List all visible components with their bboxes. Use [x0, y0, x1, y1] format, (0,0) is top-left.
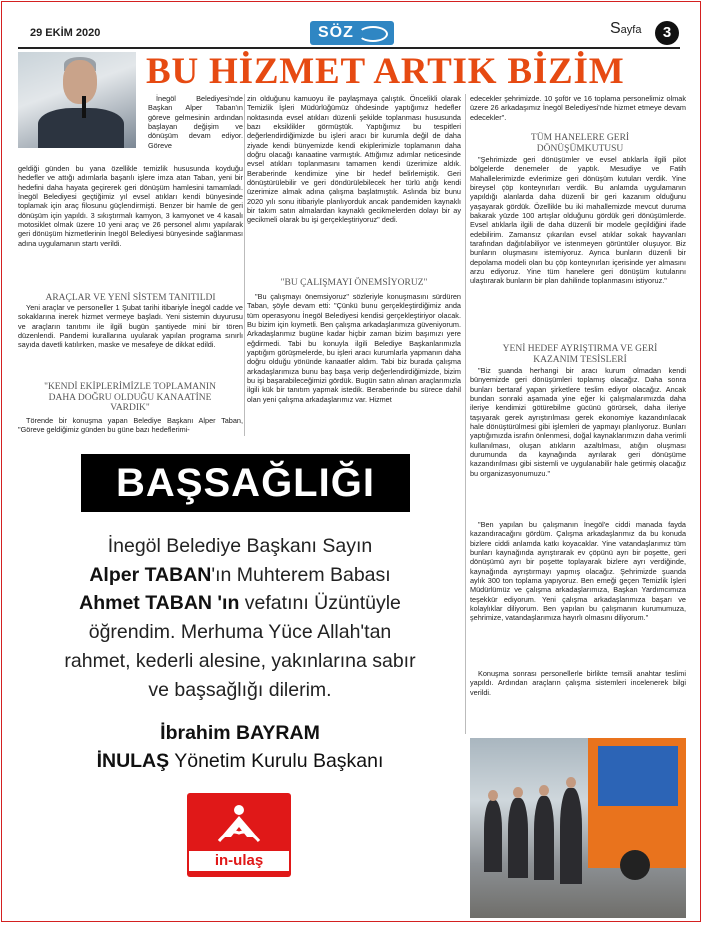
logo-text: SÖZ	[318, 24, 354, 41]
event-photo-person	[508, 798, 528, 878]
page-label-s: S	[610, 20, 621, 37]
article-col3-para5	[470, 669, 686, 709]
headline: BU HİZMET ARTIK BİZİM	[146, 51, 625, 92]
page-number: 3	[655, 21, 679, 45]
article-col1-para1-text: geldiği günden bu yana özellikle temizlik hususunda koyduğu hedefler ve attığı adımlarla başarılı işlere imza atan Taban, yeni bir hedefini daha hayata geçirerek geri dönüşüm hamlesini tamamladı. İnegöl Belediyesi geçtiğimiz yıl evsel atıkları kendi bünyesinde toplamak için araç filosunu güçlendirmişti. Benzer bir hamle de geri dönüşüm için yapıldı. 3 sıkıştırmalı kamyon, 3 kamyonet ve 4 kasalı motosiklet olmak üzere 10 yeni araç ve 26 personel alımı yapılarak geri dönüşüm hizmetlerinin İnegöl Belediyesi bünyesinde sağlanması adına uygulamanın startı verildi.	[18, 164, 243, 248]
article-col3-para3	[470, 366, 686, 516]
event-photo-person-head	[566, 777, 576, 788]
article-col3-para1	[470, 94, 686, 124]
ad-line-2-bold: Alper TABAN	[89, 563, 212, 586]
article-col1-para3	[18, 416, 243, 438]
mayor-photo-face	[63, 60, 97, 104]
ad-line-5: rahmet, kederli alesine, yakınlarına sabır	[64, 649, 416, 672]
article-col3-para4-text: "Ben yapılan bu çalışmanın İnegöl'e ciddi manada fayda kazandıracağını gördüm. Çalışma arkadaşlarımız da bu konuda bizlere ciddi anlamda katkı koyacaklar. Yine vatandaşlarımız tüm bunları kaynağında ayrıştırarak ev çöpünü ayrı bir poşette, geri dönüşümü ayrı bir poşette toplayarak bizlere ayrı verdiğinde, kaynağında ayrıştırmayı yapmış olacağız. Şehrimizde şuanda aylık 300 ton toplama yapıyoruz. Ben emeği geçen Temizlik İşleri Müdürlümüz ve çalışma arkadaşlarımıza, Başkan Yardımcımıza teşekkür ediyorum. Yeni çalışma arkadaşlarımıza başarı ve kolaylıklar diliyorum. Ben yapılan bu çalışmanın kurumumuza, şehrimize, vatandaşlarımıza hayırlı olmasını diliyorum."	[470, 520, 686, 623]
article-intro-text: İnegöl Belediyesi'nde Başkan Alper Taban'ın göreve gelmesinin ardından başlayan değişim ve dönüşüm devam ediyor. Göreve	[148, 94, 243, 150]
event-photo-person	[560, 788, 582, 884]
article-col1-para3-text: Törende bir konuşma yapan Belediye Başkanı Alper Taban, "Göreve geldiğimiz günden bu güne bazı hedeflerimi-	[18, 416, 243, 435]
newspaper-logo[interactable]	[310, 21, 394, 45]
article-col2-para2	[247, 292, 461, 438]
article-col3-para5-text: Konuşma sonrası personellerle birlikte temsili anahtar teslimi yapıldı. Ardından araçların çalışma sistemleri incelenerek bilgi verildi.	[470, 669, 686, 697]
ad-line-6: ve başsağlığı dilerim.	[148, 678, 332, 701]
ad-line-3	[30, 589, 450, 618]
article-col3-para4	[470, 520, 686, 664]
microphone-icon	[82, 96, 86, 118]
event-photo-truck-panel	[598, 746, 678, 806]
article-col3-para2	[470, 155, 686, 342]
article-col2-para1	[247, 94, 461, 272]
subheading-yeni-hedef: YENİ HEDEF AYRIŞTIRMA VE GERİ KAZANIM TESİSLERİ	[502, 344, 658, 365]
event-photo-person-head	[539, 785, 549, 796]
event-photo-person-head	[513, 787, 523, 798]
article-col3-para2-text: "Şehrimizde geri dönüşümler ve evsel atıklarla ilgili pilot bölgelerde denemeler de yaptık. Mesudiye ve Fatih Mahallelerimizde evlerimize geri dönüşüm kutuları verdik. Yine bireysel çöp konteynırları verdik. Bu anlamda uygulamanın yapıldığı alanlarda daha düzenli bir geri kazanım olduğunu yaşayarak gördük. Özellikle bu iki mahallemizde mevcut duruma bakarak yüzde 100 artışlar olduğunu gördük geri dönüşümlerde. Evsel atıklarla ilgili de daha düzenli bir modele geçildiğini ifade edebilirim. Zamansız çıkarılan evsel atıklar sokak hayvanları tarafından dağıtılabiliyor ve istenmeyen görüntüler oluşuyor. Biz bunların oluşmasını istemiyoruz. Ayrıca bunların düzenli bir depolama modeli olan bu çöp konteynırları içerisinde yer almasını arzu ediyoruz. Yine tüm hanelere geri dönüşüm kutularını ulaştırarak bunların bir plan dahilinde toplanmasını istiyoruz."	[470, 155, 686, 286]
ad-title: BAŞSAĞLIĞI	[81, 454, 410, 512]
wave-icon	[358, 26, 388, 42]
inulas-logo	[187, 793, 291, 877]
article-intro	[148, 94, 243, 164]
subheading-kendi-ekiplerimizle: "KENDİ EKİPLERİMİZLE TOPLAMANIN DAHA DOĞRU OLDUĞU KANAATİNE VARDIK"	[44, 382, 216, 413]
subheading-onemsiyoruz: "BU ÇALIŞMAYI ÖNEMSİYORUZ"	[280, 278, 428, 288]
ad-line-2-rest: 'ın Muhterem Babası	[211, 563, 391, 586]
ad-line-2	[30, 561, 450, 590]
subheading-tum-hanelere: TÜM HANELERE GERİ DÖNÜŞÜMKUTUSU	[530, 133, 630, 154]
signature-name: İbrahim BAYRAM	[160, 722, 320, 744]
article-col3-para3-text: "Biz şuanda herhangi bir aracı kurum olmadan kendi bünyemizde geri dönüşümleri toplamış olacağız. Daha sonra bunları bertaraf yapan şirketlere teslim ediyor olacağız. Ancak bundan sonraki aşamada yine eğer ki çalışmalarımızda daha ileriye kendimizi götürebilme gücünü görürsek, daha ileriye taşıyarak gerek ayrıştırılması gerek ekonomiye kazandırılacak hale dönüştürülmesi gibi işlemleri de yapmayı planlıyoruz. Bunları yaptığımızda israfın önlenmesi, doğal kaynaklarımızın daha verimli kullanılması, oluşan atıkların azaltılması, atığın oluşması durumunda da kaynağında ayrılarak geri dönüşüme kazandırılması gibi sistemli ve uygulanabilir hale getirmiş olacağız bu organizasyonumuzu."	[470, 366, 686, 478]
ad-line-3-rest: vefatını Üzüntüyle	[239, 592, 401, 615]
article-col3-para1-text: edecekler şehrimizde. 10 şoför ve 16 toplama personelimiz olmak üzere 26 arkadaşımız İnegöl Belediyesi'nde hizmet etmeye devam edecekler".	[470, 94, 686, 122]
event-photo-person-head	[488, 790, 498, 801]
header-divider	[18, 47, 680, 49]
inulas-logo-mark	[217, 803, 261, 843]
page-label	[610, 20, 641, 38]
ad-body	[30, 532, 450, 704]
issue-date: 29 EKİM 2020	[30, 27, 101, 39]
column-divider	[244, 94, 245, 436]
ad-line-4: öğrendim. Merhuma Yüce Allah'tan	[88, 621, 392, 644]
signature-org	[30, 750, 450, 773]
ad-line-3-bold: Ahmet TABAN 'ın	[79, 592, 240, 615]
mayor-photo-suit	[38, 108, 124, 148]
inulas-logo-text: in-ulaş	[189, 851, 289, 871]
event-photo-person	[484, 800, 502, 872]
event-photo-person	[534, 796, 554, 880]
article-col1-para2-text: Yeni araçlar ve personeller 1 Şubat tarihi itibariyle İnegöl cadde ve sokaklarına inerek hizmet vermeye başladı. Yeni sistemin duyurusu ve araçların tanıtımı ile ilgili bugün şantiyede mini bir tören düzenlendi. Pandemi kurallarına uyularak yapılan programa sınırlı sayıda davetli katılırken, maske ve mesafeye de dikkat edildi.	[18, 303, 243, 350]
article-col2-para2-text: "Bu çalışmayı önemsiyoruz" sözleriyle konuşmasını sürdüren Taban, şöyle devam etti: "Çünkü bunu gerçekleştirdiğimiz anda tüm operasyonu İnegöl Belediyesi kendisi gerçekleştiriyor olacak. Bu bizim için kıymetli. Ben çalışma arkadaşlarımıza güveniyorum. Arkadaşlarımız bugüne kadar hiçbir zaman bizim başımızı yere eğdirmedi. Tabi bu konuyla ilgili Belediye Başkanlarımızla yaptığım görüşmelerde, bu işleri aracı kurumlarla yapmanın daha doğru olduğu yönünde kanaatler aldım. Tabi biz burada çalışma arkadaşlarımıza bunu baş başa verip değerlendirdiğimizde, bizim bu işi başarabileceğimizi gördük. Bugün satın alınan araçlarımızla ilgili kük bir tanıtım yapmak istedik. Beraberinde bu sürece dahil olan yeni çalışma arkadaşlarımız var. Hizmet	[247, 292, 461, 404]
article-col1-para2	[18, 303, 243, 375]
column-divider	[465, 94, 466, 734]
event-photo-wheel	[620, 850, 650, 880]
event-photo	[470, 738, 686, 918]
signature-org-rest: Yönetim Kurulu Başkanı	[169, 750, 384, 772]
ad-line-1: İnegöl Belediye Başkanı Sayın	[107, 535, 373, 557]
article-col2-para1-text: zin olduğunu kamuoyu ile paylaşmaya çalıştık. Öncelikli olarak Temizlik İşleri Müdürlüğümüz ühdesinde yaptığımız hedefler noktasında evsel atıkları düzenli şekilde toplanması hususunda bazı eksiklikler görmüştük. Yaptığımız bu tespitleri değerlendirdiğimizde bu işleri aracı bir kurumla değil de daha ziyade kendi bünyemizde kendi ekiplerimizle toplamanın daha doğru olacağı kanaatine varmıştık. Attığımız adımlar neticesinde evsel atıkları toplanmasını tamamen kendi üzerimize aldık. Beraberinde kendimize yine bir hedef belirlemiştik. Geri dönüştürülebilir ve geri döndürülebilecek her türlü atığı kendi üzerimize almak adına çalışma başlatmıştık. Aslında biz bunu 2020 yılı sonu itibariyle planlıyorduk ancak pandemiden kaynaklı bir takım satın almalardan kaynaklı gecikmelerden dolayı bir ay gecikmeli olarak bu işi gerçekleştiriyoruz" dedi.	[247, 94, 461, 225]
page-label-rest: ayfa	[620, 24, 642, 36]
subheading-araclar: ARAÇLAR VE YENİ SİSTEM TANITILDI	[45, 293, 216, 303]
article-col1-para1	[18, 164, 243, 292]
signature-org-bold: İNULAŞ	[96, 750, 170, 772]
